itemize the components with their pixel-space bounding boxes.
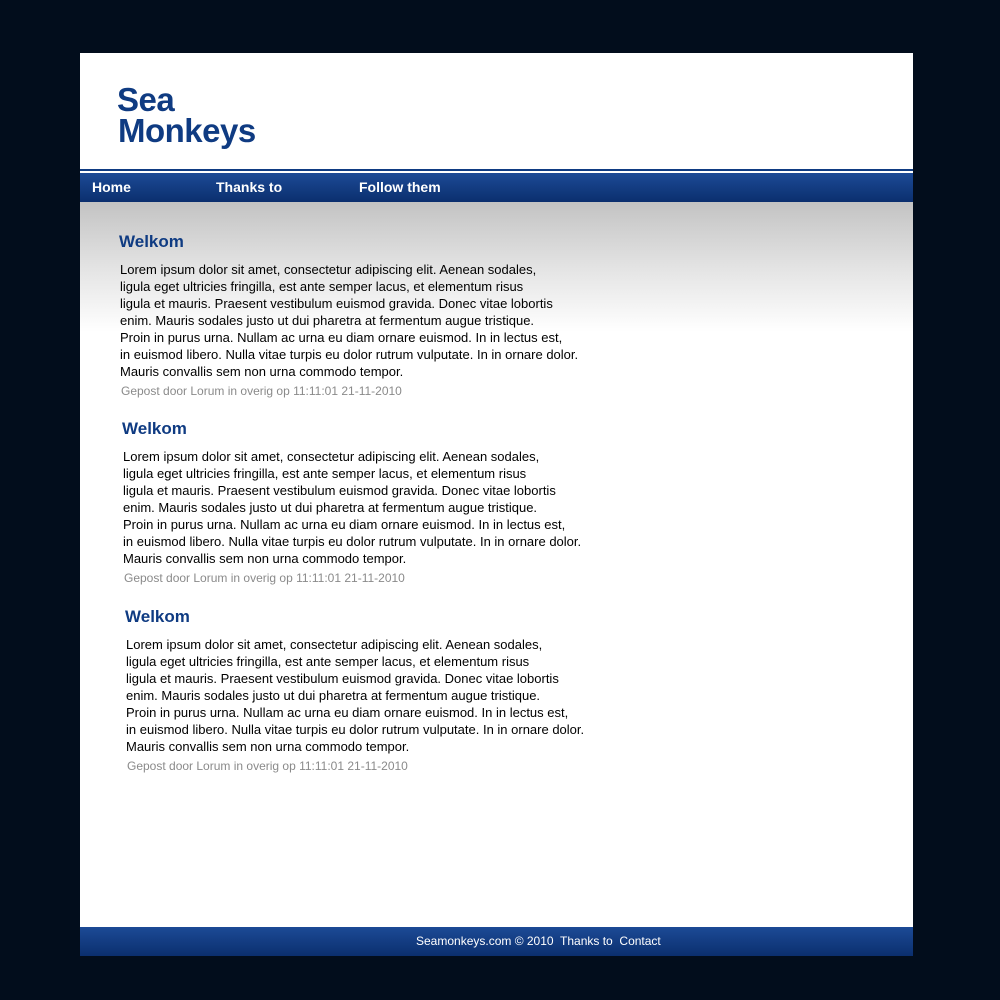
nav-item-thanks-to[interactable]: Thanks to	[216, 179, 283, 195]
site-logo[interactable]	[117, 81, 256, 149]
post-meta: Gepost door Lorum in overig op 11:11:01 21-11-2010	[124, 571, 405, 585]
post-title[interactable]: Welkom	[122, 419, 187, 438]
post-body: Lorem ipsum dolor sit amet, consectetur adipiscing elit. Aenean sodales, ligula eget ultricies fringilla, est ante semper lacus, et elementum risus ligula et mauris. Praesent vestibulum euismod gravida. Donec vitae lobortis enim. Mauris sodales justo ut dui pharetra at fermentum augue tristique. Proin in purus urna. Nullam ac urna eu diam ornare euismod. In in lectus est, in euismod libero. Nulla vitae turpis eu dolor rutrum vulputate. In in ornare dolor. Mauris convallis sem non urna commodo tempor.	[126, 637, 585, 754]
footer-link-contact[interactable]: Contact	[619, 934, 661, 948]
footer-link-thanks-to[interactable]: Thanks to	[560, 934, 613, 948]
site-header	[80, 53, 913, 169]
post-meta: Gepost door Lorum in overig op 11:11:01 21-11-2010	[127, 759, 408, 773]
post	[119, 232, 639, 399]
post-body: Lorem ipsum dolor sit amet, consectetur adipiscing elit. Aenean sodales, ligula eget ultricies fringilla, est ante semper lacus, et elementum risus ligula et mauris. Praesent vestibulum euismod gravida. Donec vitae lobortis enim. Mauris sodales justo ut dui pharetra at fermentum augue tristique. Proin in purus urna. Nullam ac urna eu diam ornare euismod. In in lectus est, in euismod libero. Nulla vitae turpis eu dolor rutrum vulputate. In in ornare dolor. Mauris convallis sem non urna commodo tempor.	[123, 449, 582, 566]
nav-item-home[interactable]: Home	[92, 179, 131, 195]
post-meta: Gepost door Lorum in overig op 11:11:01 21-11-2010	[121, 384, 402, 398]
nav-item-follow-them[interactable]: Follow them	[359, 179, 441, 195]
post	[125, 607, 645, 774]
post	[122, 419, 642, 586]
logo-line-2: Monkeys	[118, 112, 256, 149]
main-nav	[80, 173, 913, 202]
page-container	[80, 53, 913, 956]
post-body: Lorem ipsum dolor sit amet, consectetur adipiscing elit. Aenean sodales, ligula eget ultricies fringilla, est ante semper lacus, et elementum risus ligula et mauris. Praesent vestibulum euismod gravida. Donec vitae lobortis enim. Mauris sodales justo ut dui pharetra at fermentum augue tristique. Proin in purus urna. Nullam ac urna eu diam ornare euismod. In in lectus est, in euismod libero. Nulla vitae turpis eu dolor rutrum vulputate. In in ornare dolor. Mauris convallis sem non urna commodo tempor.	[120, 262, 579, 379]
post-title[interactable]: Welkom	[125, 607, 190, 626]
logo-line-1: Sea	[117, 81, 175, 118]
site-footer	[80, 927, 913, 956]
post-title[interactable]: Welkom	[119, 232, 184, 251]
footer-text	[416, 927, 661, 956]
nav-divider	[80, 169, 913, 171]
footer-copyright: Seamonkeys.com © 2010	[416, 934, 554, 948]
